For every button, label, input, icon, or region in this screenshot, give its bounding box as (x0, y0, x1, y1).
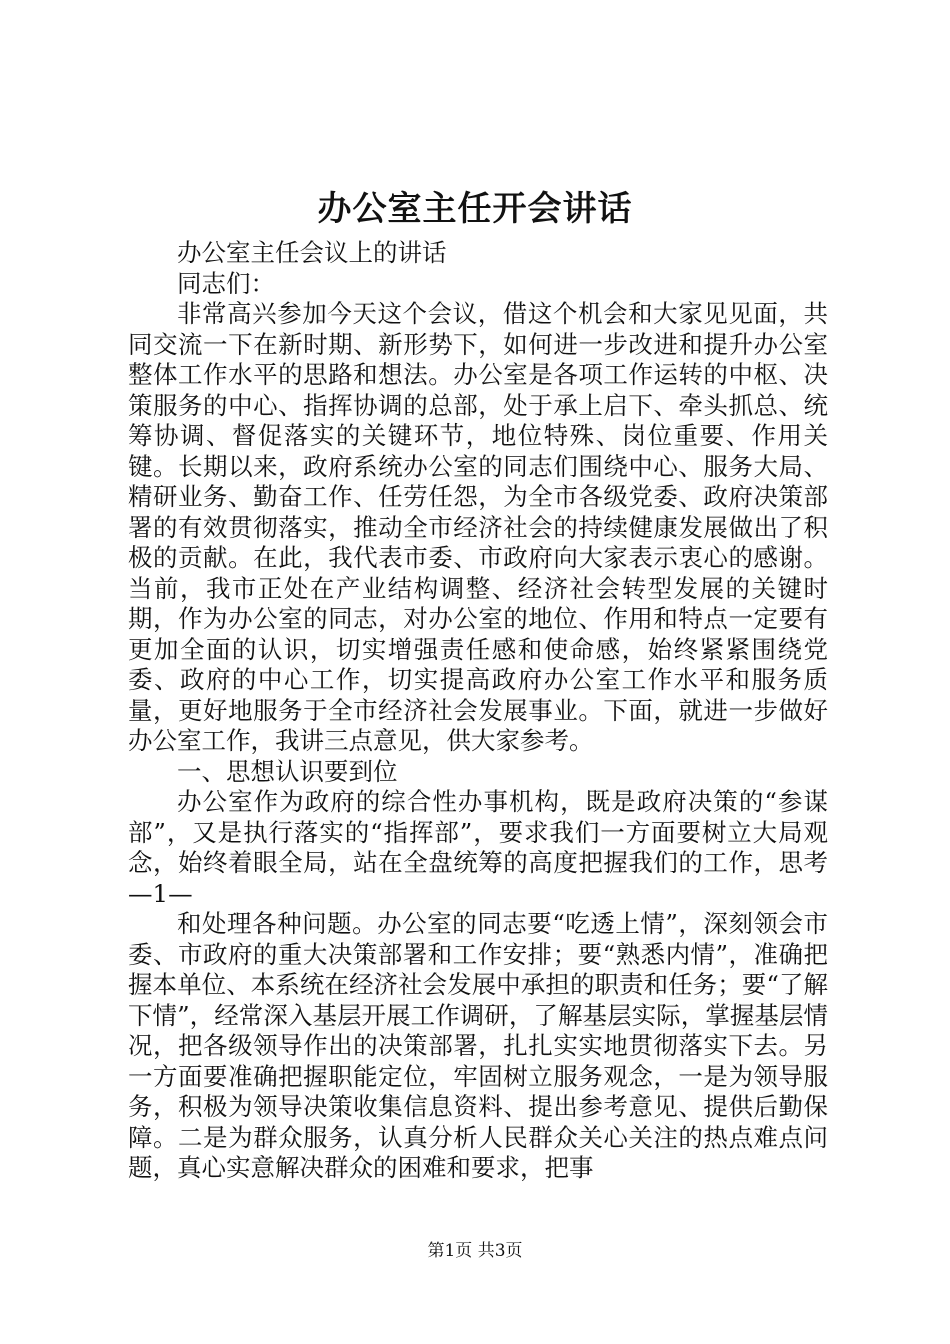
page-footer: 第1页 共3页 (427, 1241, 523, 1261)
body-paragraph: 和处理各种问题。办公室的同志要“吃透上情”，深刻领会市委、市政府的重大决策部署和工作安排；要“熟悉内情”，准确把握本单位、本系统在经济社会发展中承担的职责和任务；要“了解下情”，经常深入基层开展工作调研，了解基层实际，掌握基层情况，把各级领导作出的决策部署，扎扎实实地贯彻落实下去。另一方面要准确把握职能定位，牢固树立服务观念，一是为领导服务，积极为领导决策收集信息资料、提出参考意见、提供后勤保障。二是为群众服务，认真分析人民群众关心关注的热点难点问题，真心实意解决群众的困难和要求，把事 (128, 909, 828, 1182)
body-paragraph: 办公室作为政府的综合性办事机构，既是政府决策的“参谋部”，又是执行落实的“指挥部”，要求我们一方面要树立大局观念，始终着眼全局，站在全盘统筹的高度把握我们的工作，思考—1— (128, 787, 828, 908)
subtitle-paragraph: 办公室主任会议上的讲话 (177, 238, 447, 267)
body-paragraph: 非常高兴参加今天这个会议，借这个机会和大家见见面，共同交流一下在新时期、新形势下，如何进一步改进和提升办公室整体工作水平的思路和想法。办公室是各项工作运转的中枢、决策服务的中心、指挥协调的总部，处于承上启下、牵头抓总、统筹协调、督促落实的关键环节，地位特殊、岗位重要、作用关键。长期以来，政府系统办公室的同志们围绕中心、服务大局、精研业务、勤奋工作、任劳任怨，为全市各级党委、政府决策部署的有效贯彻落实，推动全市经济社会的持续健康发展做出了积极的贡献。在此，我代表市委、市政府向大家表示衷心的感谢。当前，我市正处在产业结构调整、经济社会转型发展的关键时期，作为办公室的同志，对办公室的地位、作用和特点一定要有更加全面的认识，切实增强责任感和使命感，始终紧紧围绕党委、政府的中心工作，切实提高政府办公室工作水平和服务质量，更好地服务于全市经济社会发展事业。下面，就进一步做好办公室工作，我讲三点意见，供大家参考。 (128, 299, 828, 755)
salutation-paragraph: 同志们： (177, 268, 275, 298)
section-heading: 一、思想认识要到位 (177, 756, 398, 786)
document-title: 办公室主任开会讲话 (317, 189, 633, 229)
document-body (128, 238, 828, 1184)
